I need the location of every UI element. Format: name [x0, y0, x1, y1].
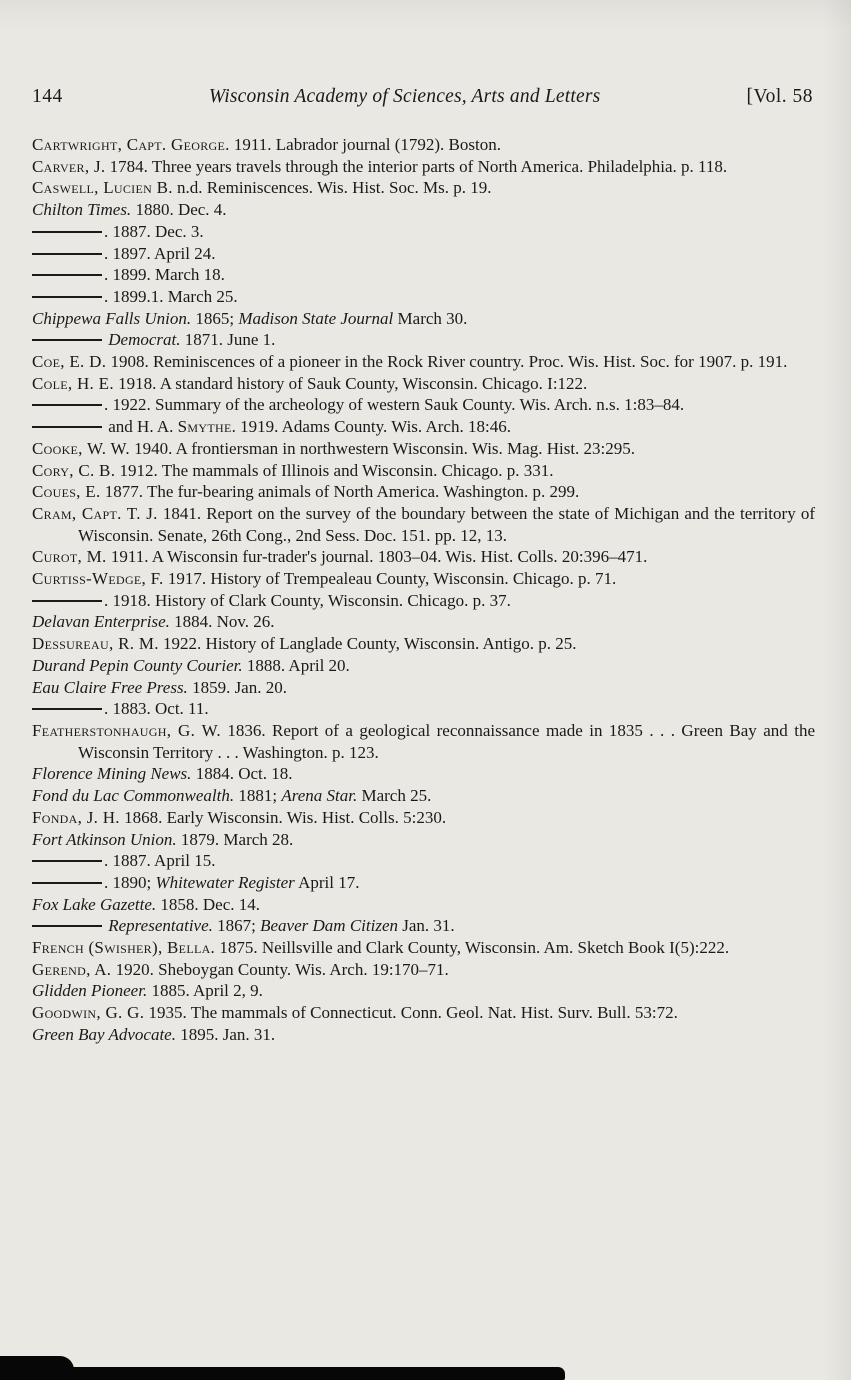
- ditto-dash: [32, 404, 102, 406]
- author-name: Dessureau, R. M.: [32, 634, 159, 654]
- bibliography-entry: [32, 894, 815, 916]
- entry-text: 1880. Dec. 4.: [131, 200, 227, 220]
- publication-title: Democrat.: [108, 330, 181, 350]
- entry-text: 1879. March 28.: [176, 829, 294, 849]
- entry-text: . 1890;: [104, 872, 156, 892]
- entry-text: 1920. Sheboygan County. Wis. Arch. 19:170–71.: [111, 959, 449, 979]
- entry-text: 1884. Nov. 26.: [169, 612, 275, 632]
- publication-title: Eau Claire Free Press.: [32, 677, 188, 697]
- entry-text: 1895. Jan. 31.: [175, 1024, 276, 1044]
- bibliography-entry: [32, 1024, 815, 1046]
- publication-title: Chilton Times.: [32, 200, 132, 220]
- ditto-dash: [32, 253, 102, 255]
- author-name: Carver, J.: [32, 156, 106, 176]
- entry-text: . 1887. Dec. 3.: [104, 221, 204, 241]
- bibliography-entry: [32, 568, 815, 590]
- entry-text: . 1883. Oct. 11.: [104, 699, 209, 719]
- ditto-dash: [32, 600, 102, 602]
- author-name: Cram, Capt. T. J.: [32, 503, 158, 523]
- publication-title: Delavan Enterprise.: [32, 612, 170, 632]
- entry-text: 1885. April 2, 9.: [147, 981, 263, 1001]
- ditto-dash: [32, 925, 102, 927]
- bibliography-entry: [32, 177, 815, 199]
- author-name: Cory, C. B.: [32, 460, 116, 480]
- entry-text: April 17.: [294, 872, 360, 892]
- page-title: Wisconsin Academy of Sciences, Arts and Letters: [208, 86, 601, 107]
- bibliography-list: [32, 134, 815, 1046]
- entry-text: 1911. A Wisconsin fur-trader's journal. 1803–04. Wis. Hist. Colls. 20:396–471.: [106, 547, 648, 567]
- author-name: Cole, H. E.: [32, 373, 114, 393]
- bibliography-entry: [32, 264, 815, 286]
- entry-text: 1867;: [212, 916, 261, 936]
- bibliography-entry: [32, 698, 815, 720]
- bibliography-entry: [32, 156, 815, 178]
- bibliography-entry: [32, 633, 815, 655]
- entry-text: 1888. April 20.: [242, 655, 350, 675]
- ditto-dash: [32, 860, 102, 862]
- author-name: Smythe: [177, 417, 232, 437]
- author-name: Coues, E.: [32, 482, 101, 502]
- bibliography-entry: [32, 503, 815, 546]
- entry-text: . 1922. Summary of the archeology of western Sauk County. Wis. Arch. n.s. 1:83–84.: [104, 395, 685, 415]
- entry-text: 1871. June 1.: [180, 330, 276, 350]
- bibliography-entry: [32, 915, 815, 937]
- page-header: [32, 86, 815, 108]
- author-name: Goodwin, G. G.: [32, 1003, 145, 1023]
- bibliography-entry: [32, 351, 815, 373]
- entry-text: 1784. Three years travels through the interior parts of North America. Philadelphia. p. 118.: [105, 156, 728, 176]
- bibliography-entry: [32, 243, 815, 265]
- bibliography-entry: [32, 329, 815, 351]
- entry-text: 1836. Report of a geological reconnaissance made in 1835 . . . Green Bay and the Wisconsin Territory . . . Washington. p. 123.: [78, 720, 815, 762]
- ditto-dash: [32, 708, 102, 710]
- publication-title: Durand Pepin County Courier.: [32, 655, 243, 675]
- entry-text: 1940. A frontiersman in northwestern Wisconsin. Wis. Mag. Hist. 23:295.: [129, 438, 636, 458]
- entry-text: 1881;: [234, 786, 282, 806]
- entry-text: . 1887. April 15.: [104, 851, 216, 871]
- bibliography-entry: [32, 394, 815, 416]
- entry-text: 1918. A standard history of Sauk County, Wisconsin. Chicago. I:122.: [113, 373, 588, 393]
- bibliography-entry: [32, 720, 815, 763]
- entry-text: 1917. History of Trempealeau County, Wisconsin. Chicago. p. 71.: [163, 569, 617, 589]
- bibliography-entry: [32, 829, 815, 851]
- entry-text: 1875. Neillsville and Clark County, Wisconsin. Am. Sketch Book I(5):222.: [215, 938, 730, 958]
- entry-text: . 1919. Adams County. Wis. Arch. 18:46.: [231, 417, 511, 437]
- entry-text: . 1918. History of Clark County, Wisconsin. Chicago. p. 37.: [104, 590, 511, 610]
- bibliography-entry: [32, 980, 815, 1002]
- publication-title: Glidden Pioneer.: [32, 981, 148, 1001]
- entry-text: March 30.: [393, 308, 468, 328]
- author-name: Cooke, W. W.: [32, 438, 130, 458]
- bibliography-entry: [32, 677, 815, 699]
- entry-text: 1912. The mammals of Illinois and Wisconsin. Chicago. p. 331.: [115, 460, 554, 480]
- publication-title: Green Bay Advocate.: [32, 1024, 176, 1044]
- publication-title: Florence Mining News.: [32, 764, 192, 784]
- publication-title: Whitewater Register: [155, 872, 295, 892]
- publication-title: Representative.: [108, 916, 213, 936]
- entry-text: 1868. Early Wisconsin. Wis. Hist. Colls. 5:230.: [119, 807, 447, 827]
- entry-text: . 1899.1. March 25.: [104, 286, 238, 306]
- entry-text: . 1899. March 18.: [104, 265, 225, 285]
- bibliography-entry: [32, 438, 815, 460]
- publication-title: Chippewa Falls Union.: [32, 308, 192, 328]
- bibliography-entry: [32, 611, 815, 633]
- entry-text: 1841. Report on the survey of the boundary between the state of Michigan and the territory of Wisconsin. Senate, 26th Cong., 2nd Sess. Doc. 151. pp. 12, 13.: [78, 503, 815, 545]
- ditto-dash: [32, 231, 102, 233]
- publication-title: Fox Lake Gazette.: [32, 894, 157, 914]
- bibliography-entry: [32, 134, 815, 156]
- bibliography-entry: [32, 872, 815, 894]
- bibliography-entry: [32, 785, 815, 807]
- page-number: 144: [32, 86, 63, 107]
- ditto-dash: [32, 426, 102, 428]
- author-name: Caswell, Lucien B.: [32, 178, 173, 198]
- author-name: Cartwright, Capt. George.: [32, 135, 230, 154]
- ditto-dash: [32, 882, 102, 884]
- entry-text: . 1897. April 24.: [104, 243, 216, 263]
- bibliography-entry: [32, 308, 815, 330]
- publication-title: Fond du Lac Commonwealth.: [32, 786, 235, 806]
- bibliography-entry: [32, 416, 815, 438]
- publication-title: Beaver Dam Citizen: [260, 916, 398, 936]
- entry-text: 1859. Jan. 20.: [187, 677, 287, 697]
- volume-label: [Vol. 58: [746, 86, 813, 107]
- author-name: Fonda, J. H.: [32, 807, 120, 827]
- bibliography-entry: [32, 546, 815, 568]
- publication-title: Arena Star.: [281, 786, 358, 806]
- entry-text: March 25.: [357, 786, 432, 806]
- bibliography-entry: [32, 373, 815, 395]
- bibliography-entry: [32, 850, 815, 872]
- bibliography-entry: [32, 481, 815, 503]
- author-name: Coe, E. D.: [32, 352, 107, 372]
- ditto-dash: [32, 296, 102, 298]
- entry-text: Jan. 31.: [397, 916, 455, 936]
- bibliography-entry: [32, 590, 815, 612]
- ditto-dash: [32, 339, 102, 341]
- bibliography-entry: [32, 199, 815, 221]
- publication-title: Fort Atkinson Union.: [32, 829, 177, 849]
- ditto-dash: [32, 274, 102, 276]
- entry-text: 1865;: [191, 308, 239, 328]
- entry-text: 1911. Labrador journal (1792). Boston.: [229, 135, 501, 154]
- bibliography-entry: [32, 221, 815, 243]
- entry-text: 1877. The fur-bearing animals of North America. Washington. p. 299.: [100, 482, 580, 502]
- author-name: Featherstonhaugh, G. W.: [32, 720, 221, 740]
- bibliography-entry: [32, 1002, 815, 1024]
- bibliography-entry: [32, 655, 815, 677]
- entry-text: 1884. Oct. 18.: [191, 764, 293, 784]
- author-name: Gerend, A.: [32, 959, 112, 979]
- entry-text: 1922. History of Langlade County, Wisconsin. Antigo. p. 25.: [158, 634, 577, 654]
- publication-title: Madison State Journal: [238, 308, 394, 328]
- bibliography-entry: [32, 763, 815, 785]
- bibliography-entry: [32, 937, 815, 959]
- bibliography-entry: [32, 807, 815, 829]
- author-name: Curtiss-Wedge, F.: [32, 569, 164, 589]
- entry-text: 1858. Dec. 14.: [156, 894, 261, 914]
- entry-text: and H. A.: [104, 417, 178, 437]
- entry-text: n.d. Reminiscences. Wis. Hist. Soc. Ms. p. 19.: [172, 178, 492, 198]
- author-name: French (Swisher), Bella.: [32, 938, 216, 958]
- scan-artifact-bottom-bar: [0, 1367, 565, 1380]
- entry-text: 1935. The mammals of Connecticut. Conn. Geol. Nat. Hist. Surv. Bull. 53:72.: [144, 1003, 678, 1023]
- bibliography-entry: [32, 959, 815, 981]
- author-name: Curot, M.: [32, 547, 107, 567]
- entry-text: 1908. Reminiscences of a pioneer in the Rock River country. Proc. Wis. Hist. Soc. for 1907. p. 191.: [106, 352, 788, 372]
- bibliography-entry: [32, 286, 815, 308]
- bibliography-entry: [32, 460, 815, 482]
